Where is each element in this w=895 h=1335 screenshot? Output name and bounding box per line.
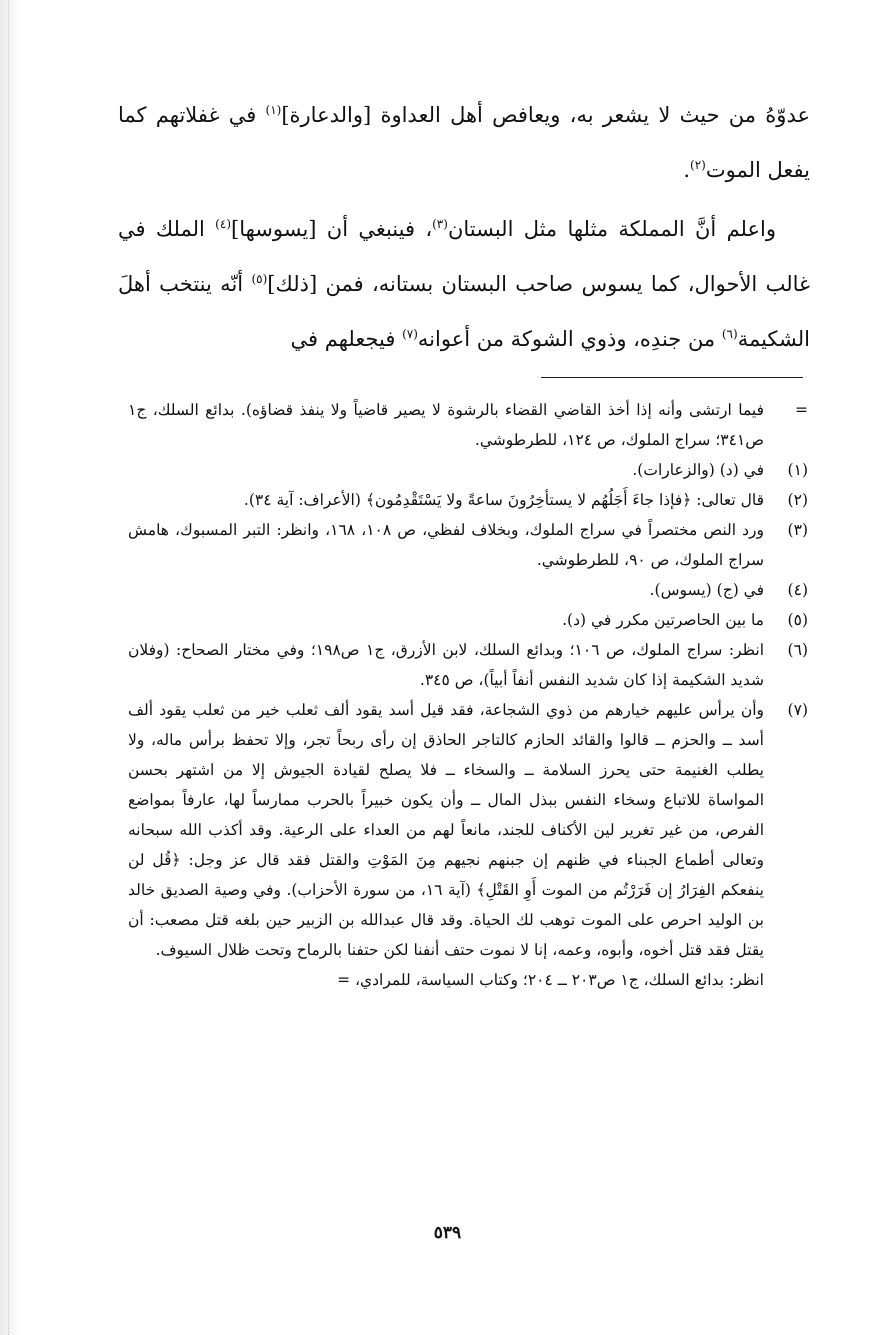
footnote-ref-7[interactable]: (٧) <box>402 327 418 341</box>
page-number: ٥٣٩ <box>433 1223 462 1243</box>
footnote-4 <box>128 575 808 605</box>
footnote-continuation <box>128 395 808 455</box>
text-run: الملك في غالب الأحوال، كما يسوس صاحب البستان بستانه، فمن [ذلك] <box>118 217 810 296</box>
footnote-ref-4[interactable]: (٤) <box>215 217 231 231</box>
footnote-1 <box>128 455 808 485</box>
text-run: عدوّهُ من حيث لا يشعر به، ويعافص أهل العداوة [والدعارة] <box>281 103 810 127</box>
footnotes <box>128 395 808 995</box>
footnote-ref-1[interactable]: (١) <box>265 103 282 117</box>
footnote-5 <box>128 605 808 635</box>
footnote-number: (٤) <box>787 581 808 599</box>
text-run: في غفلاتهم كما يفعل الموت <box>118 103 810 182</box>
binding-gutter <box>0 0 22 1335</box>
footnote-number: (١) <box>787 461 808 479</box>
text-run: ، فينبغي أن [يسوسها] <box>231 217 433 241</box>
footnote-number: (٢) <box>787 491 808 509</box>
footnote-7 <box>128 695 808 965</box>
footnote-text: انظر: بدائع السلك، ج١ ص٢٠٣ ــ ٢٠٤؛ وكتاب السياسة، للمرادي، = <box>337 971 764 989</box>
footnote-text: ما بين الحاصرتين مكرر في (د). <box>562 611 764 629</box>
footnote-text: فيما ارتشى وأنه إذا أخذ القاضي القضاء بالرشوة لا يصير قاضياً ولا ينفذ قضاؤه). بدائع السلك، ج١ ص٣٤١؛ سراج الملوك، ص ١٢٤، للطرطوشي. <box>128 401 764 449</box>
text-run: واعلم أنَّ المملكة مثلها مثل البستان <box>447 217 777 241</box>
footnote-text: قال تعالى: ﴿فإذا جاءَ أَجَلُهُم لا يستأخِرُونَ ساعةً ولا يَسْتَقْدِمُون﴾ (الأعراف: آية ٣٤). <box>243 491 764 509</box>
footnote-2 <box>128 485 808 515</box>
footnote-number: = <box>795 401 808 419</box>
footnote-number: (٧) <box>787 701 808 719</box>
footnote-ref-3[interactable]: (٣) <box>432 217 448 231</box>
footnote-number: (٥) <box>787 611 808 629</box>
footnote-text: في (د) (والزعارات). <box>632 461 764 479</box>
footnote-number: (٦) <box>787 641 808 659</box>
footnote-source-line <box>128 965 808 995</box>
text-run: . <box>683 158 690 182</box>
footnote-text: وأن يرأس عليهم خيارهم من ذوي الشجاعة، فقد قيل أسد يقود ألف ثعلب خير من ثعلب يقود ألف أسد ــ والحزم ــ قالوا والقائد الحازم كالتاجر الحاذق إن رأى ربحاً تجر، وإلا تحفظ برأس ماله، ولا يطلب الغنيمة حتى يحرز السلامة ــ والسخاء ــ فلا يصلح لقيادة الجيوش إلا من اشتهر بحسن المواساة للاتباع وسخاء النفس ببذل المال ــ وأن يكون خبيراً بالحرب ممارساً لها، عارفاً بمواضع الفرص، من غير تغرير لين الأكناف للجند، مانعاً لهم من العداء على الرعية. وقد أكذب الله سبحانه وتعالى أطماع الجبناء في ظنهم إن جبنهم نجيهم مِنَ المَوْتِ والقتل فقد قال عز وجل: ﴿قُل لن ينفعكم الفِرَارُ إن فَرَرْتُم من الموت أَوِ القَتْلِ﴾ (آية ١٦، من سورة الأحزاب). وفي وصية الصديق خالد بن الوليد احرص على الموت توهب لك الحياة. وقد قال عبدالله بن الزبير حين بلغه قتل مصعب: أن يقتل فقد قتل أخوه، وأبوه، وعمه، إنا لا نموت حتف أنفنا لكن حتفنا بالرماح وتحت ظلال السيوف. <box>128 701 764 959</box>
footnote-text: في (ج) (يسوس). <box>649 581 764 599</box>
text-run: فيجعلهم في <box>290 327 403 351</box>
text-run: من جندِه، وذوي الشوكة من أعوانه <box>417 327 722 351</box>
paragraph-2 <box>118 202 810 367</box>
footnote-divider <box>541 377 803 378</box>
footnote-text: انظر: سراج الملوك، ص ١٠٦؛ وبدائع السلك، لابن الأزرق، ج١ ص١٩٨؛ وفي مختار الصحاح: (وفلان شديد الشكيمة إذا كان شديد النفس أنفاً أبياً)، ص ٣٤٥. <box>128 641 764 689</box>
footnote-3 <box>128 515 808 575</box>
footnote-ref-6[interactable]: (٦) <box>721 327 738 341</box>
footnote-ref-2[interactable]: (٢) <box>690 158 706 172</box>
main-text <box>118 88 810 367</box>
paragraph-1 <box>118 88 810 198</box>
text-run: أنّه ينتخب أهلَ الشكيمة <box>118 272 810 351</box>
footnote-6 <box>128 635 808 695</box>
footnote-number: (٣) <box>787 521 808 539</box>
footnote-ref-5[interactable]: (٥) <box>251 272 268 286</box>
footnote-text: ورد النص مختصراً في سراج الملوك، وبخلاف لفظي، ص ١٠٨، ١٦٨، وانظر: التبر المسبوك، هامش سراج الملوك، ص ٩٠، للطرطوشي. <box>128 521 765 569</box>
